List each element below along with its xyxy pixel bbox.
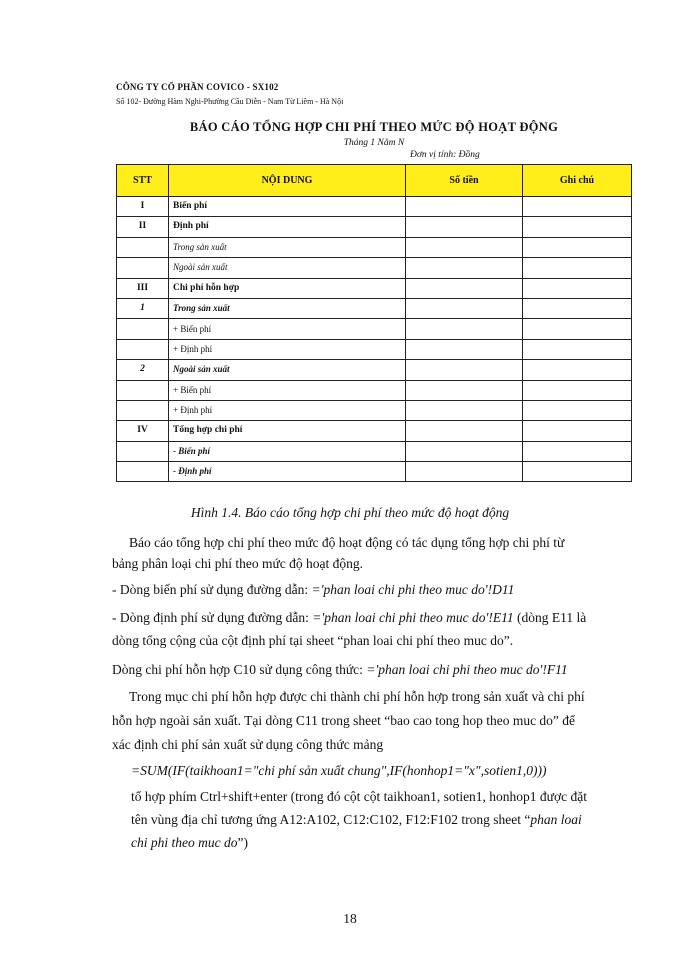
paragraph-text: (dòng E11 là: [513, 610, 587, 625]
row-amount: [406, 319, 523, 339]
row-content: + Định phí: [169, 400, 406, 420]
table-row: [117, 197, 632, 217]
formula-text: ='phan loai chi phi theo muc do'!D11: [311, 582, 515, 597]
row-amount: [406, 278, 523, 298]
row-note: [523, 278, 632, 298]
row-amount: [406, 380, 523, 400]
header-amount: Số tiền: [406, 165, 523, 197]
row-stt: II: [117, 217, 169, 237]
row-note: [523, 462, 632, 482]
row-note: [523, 258, 632, 278]
formula-text: ='phan loai chi phi theo muc do'!E11: [312, 610, 514, 625]
table-row: [117, 380, 632, 400]
page-number: 18: [343, 911, 357, 926]
row-note: [523, 298, 632, 318]
row-note: [523, 380, 632, 400]
paragraph-line: bảng phân loại chi phí theo mức độ hoạt động.: [112, 556, 364, 571]
row-content: Ngoài sản xuất: [169, 360, 406, 380]
row-note: [523, 400, 632, 420]
header-content: NỘI DUNG: [169, 165, 406, 197]
paragraph-text: Dòng chi phí hỗn hợp C10 sử dụng công thức:: [112, 662, 367, 677]
paragraph-line: Báo cáo tổng hợp chi phí theo mức độ hoạt động có tác dụng tổng hợp chi phí từ: [129, 535, 565, 550]
table-row: [117, 360, 632, 380]
table-row: [117, 278, 632, 298]
row-note: [523, 360, 632, 380]
paragraph-hỗn-hợp: [112, 659, 568, 680]
row-stt: [117, 258, 169, 278]
row-note: [523, 237, 632, 257]
row-content: + Biến phí: [169, 380, 406, 400]
report-title: BÁO CÁO TỔNG HỢP CHI PHÍ THEO MỨC ĐỘ HOẠT ĐỘNG: [189, 120, 559, 134]
array-formula: =SUM(IF(taikhoan1="chi phí sản xuất chung",IF(honhop1="x",sotien1,0))): [131, 763, 547, 778]
row-stt: IV: [117, 421, 169, 441]
row-content: Trong sản xuất: [169, 298, 406, 318]
row-content: - Biến phí: [169, 441, 406, 461]
row-stt: [117, 400, 169, 420]
row-stt: [117, 380, 169, 400]
table-row: [117, 319, 632, 339]
company-address: Số 102- Đường Hàm Nghi-Phường Cầu Diễn - Nam Từ Liêm - Hà Nội: [116, 97, 344, 106]
report-unit: Đơn vị tính: Đồng: [410, 150, 480, 160]
row-stt: [117, 237, 169, 257]
row-stt: [117, 441, 169, 461]
paragraph-text: tên vùng địa chỉ tương ứng A12:A102, C12:C102, F12:F102 trong sheet “: [131, 812, 531, 827]
row-note: [523, 421, 632, 441]
paragraph-line: Trong mục chi phí hỗn hợp được chi thành chi phí hỗn hợp trong sản xuất và chi phí: [129, 689, 585, 704]
row-stt: I: [117, 197, 169, 217]
row-amount: [406, 237, 523, 257]
row-amount: [406, 462, 523, 482]
row-stt: 2: [117, 360, 169, 380]
paragraph-định-phí: [112, 607, 586, 628]
header-stt: STT: [117, 165, 169, 197]
row-amount: [406, 258, 523, 278]
row-note: [523, 217, 632, 237]
table-row: [117, 339, 632, 359]
figure-caption: Hình 1.4. Báo cáo tổng hợp chi phí theo mức độ hoạt động: [190, 505, 510, 520]
table-header-row: [117, 165, 632, 197]
row-amount: [406, 339, 523, 359]
row-stt: [117, 319, 169, 339]
row-content: - Định phí: [169, 462, 406, 482]
row-amount: [406, 197, 523, 217]
row-note: [523, 441, 632, 461]
row-content: Ngoài sản xuất: [169, 258, 406, 278]
report-figure: [114, 80, 634, 495]
row-amount: [406, 360, 523, 380]
row-content: + Định phí: [169, 339, 406, 359]
row-amount: [406, 441, 523, 461]
row-stt: [117, 462, 169, 482]
row-note: [523, 339, 632, 359]
table-row: [117, 441, 632, 461]
paragraph-line: tổ hợp phím Ctrl+shift+enter (trong đó cột cột taikhoan1, sotien1, honhop1 được đặt: [131, 789, 588, 804]
table-row: [117, 237, 632, 257]
paragraph-text: - Dòng biến phí sử dụng đường dẫn:: [112, 582, 312, 597]
sheet-name: chi phi theo muc do: [131, 835, 238, 850]
paragraph-biến-phí: [112, 579, 514, 600]
row-content: + Biến phí: [169, 319, 406, 339]
company-name: CÔNG TY CỔ PHẦN COVICO - SX102: [116, 82, 279, 92]
row-content: Chi phí hỗn hợp: [169, 278, 406, 298]
row-amount: [406, 400, 523, 420]
table-row: [117, 400, 632, 420]
row-stt: [117, 339, 169, 359]
report-period: Tháng 1 Năm N: [343, 138, 405, 148]
paragraph-text: ”): [237, 835, 248, 850]
table-row: [117, 217, 632, 237]
row-amount: [406, 298, 523, 318]
row-stt: III: [117, 278, 169, 298]
cost-report-table: [116, 164, 632, 482]
paragraph-line: hỗn hợp ngoài sản xuất. Tại dòng C11 trong sheet “bao cao tong hop theo muc do” để: [112, 713, 576, 728]
row-content: Trong sản xuất: [169, 237, 406, 257]
sheet-name: phan loai: [530, 812, 582, 827]
table-row: [117, 421, 632, 441]
row-amount: [406, 421, 523, 441]
paragraph-line: [131, 832, 248, 853]
paragraph-line: xác định chi phí sản xuất sử dụng công thức mảng: [112, 737, 384, 752]
paragraph-text: - Dòng định phí sử dụng đường dẫn:: [112, 610, 313, 625]
table-row: [117, 258, 632, 278]
row-content: Tổng hợp chi phí: [169, 421, 406, 441]
row-note: [523, 197, 632, 217]
header-note: Ghi chú: [523, 165, 632, 197]
row-content: Định phí: [169, 217, 406, 237]
formula-text: ='phan loai chi phi theo muc do'!F11: [366, 662, 568, 677]
row-content: Biến phí: [169, 197, 406, 217]
table-row: [117, 462, 632, 482]
table-row: [117, 298, 632, 318]
paragraph-line: [131, 809, 582, 830]
row-amount: [406, 217, 523, 237]
paragraph-line: dòng tổng cộng của cột định phí tại sheet “phan loai chi phí theo muc do”.: [112, 633, 514, 648]
row-note: [523, 319, 632, 339]
row-stt: 1: [117, 298, 169, 318]
